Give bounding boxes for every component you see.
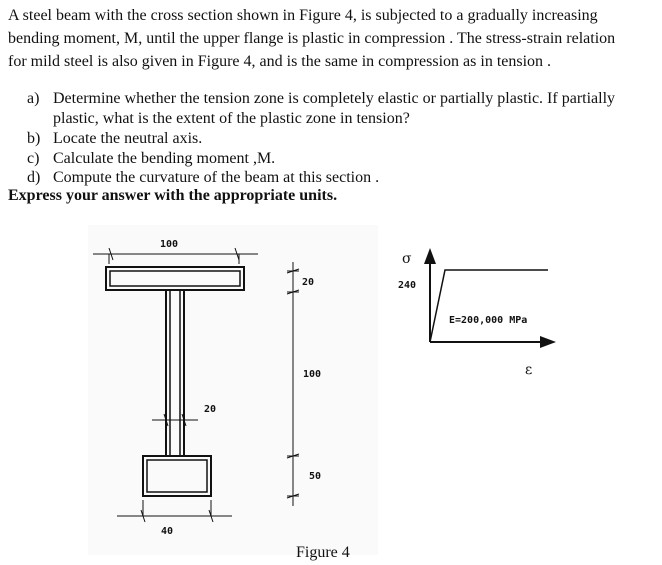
yield-stress-label: 240 [398, 280, 417, 291]
question-letter: a) [27, 90, 40, 107]
flange-width-label: 100 [160, 239, 179, 250]
web-thickness-label: 20 [204, 404, 217, 415]
figure-background [88, 225, 378, 555]
web-height-label: 100 [303, 369, 322, 380]
strain-axis-arrowhead [540, 336, 556, 348]
question-text: Compute the curvature of the beam at this section . [53, 169, 380, 186]
question-letter: d) [27, 169, 41, 186]
bottom-flange-width-label: 40 [161, 526, 174, 537]
question-letter: b) [27, 130, 41, 147]
final-note: Express your answer with the appropriate units. [8, 187, 338, 204]
stress-axis-label: σ [402, 251, 412, 267]
question-text: Determine whether the tension zone is completely elastic or partially plastic. If partially [53, 90, 616, 107]
question-text: plastic, what is the extent of the plastic zone in tension? [53, 110, 410, 127]
stress-axis-arrowhead [424, 248, 436, 264]
intro-line: A steel beam with the cross section shown in Figure 4, is subjected to a gradually increasing [8, 7, 598, 24]
modulus-label: E=200,000 MPa [449, 315, 528, 326]
strain-axis-label: ε [525, 362, 533, 378]
bottom-flange-height-label: 50 [309, 471, 322, 482]
figure-caption: Figure 4 [296, 544, 350, 561]
intro-line: bending moment, M, until the upper flange is plastic in compression . The stress-strain relation [8, 30, 616, 47]
stress-strain-curve [430, 270, 548, 342]
question-letter: c) [27, 150, 40, 167]
question-text: Locate the neutral axis. [53, 130, 203, 147]
intro-line: for mild steel is also given in Figure 4, and is the same in compression as in tension . [8, 53, 552, 70]
question-text: Calculate the bending moment ,M. [53, 150, 276, 167]
stress-strain-diagram [424, 248, 556, 348]
top-flange-thickness-label: 20 [302, 277, 315, 288]
